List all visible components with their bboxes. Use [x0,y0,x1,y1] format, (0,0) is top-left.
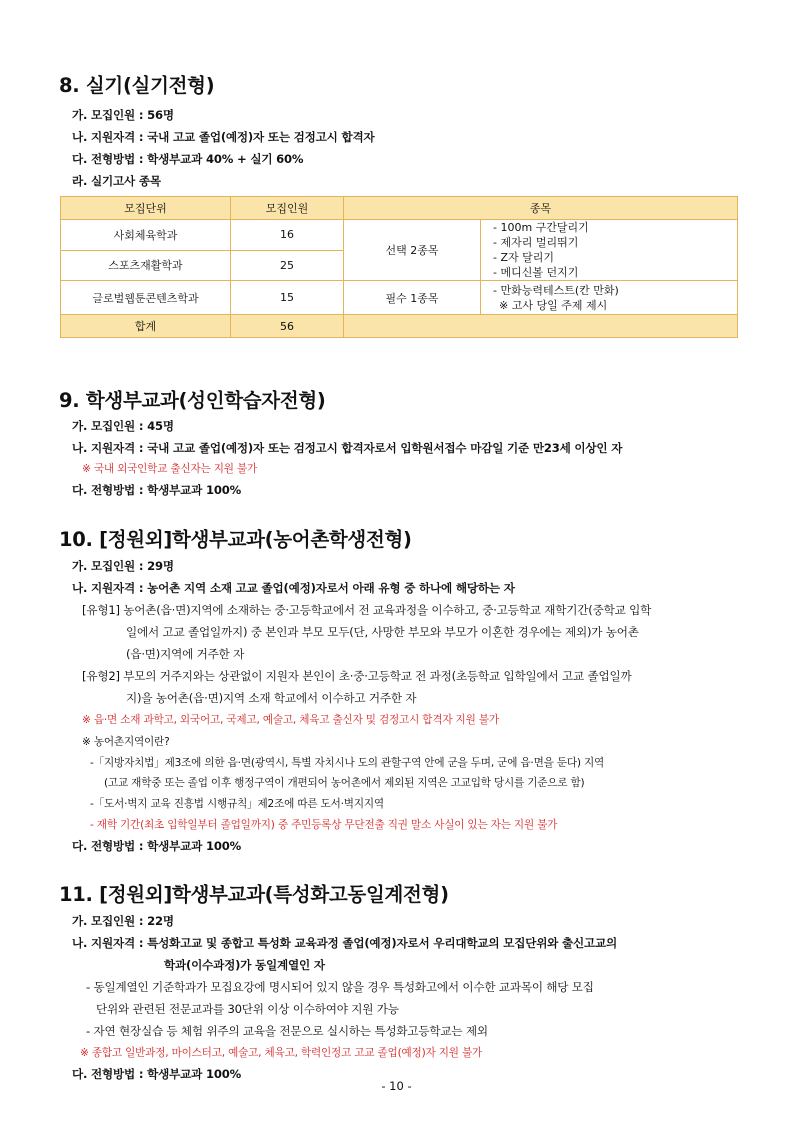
practical-exam-table [60,196,738,338]
s11-bullet1-line2: 단위와 관련된 전문교과를 30단위 이상 이수하여야 지원 가능 [96,1002,399,1016]
count-cell: 15 [231,281,344,315]
s8-exam-items-heading: 라. 실기고사 종목 [72,174,161,188]
s10-definition-1b: (고교 재학중 또는 졸업 이후 행정구역이 개편되어 농어촌에서 제외된 지역은 고교입학 당시를 기준으로 함) [104,777,585,789]
header-count: 모집인원 [231,197,344,220]
s11-recruit: 가. 모집인원 : 22명 [72,914,174,928]
select-item: - 메디신볼 던지기 [493,266,579,279]
select-label-cell: 선택 2종목 [344,220,481,281]
select-item: - Z자 달리기 [493,251,555,264]
s10-type1-line3: (읍·면)지역에 거주한 자 [126,647,245,661]
s10-qualification: 나. 지원자격 : 농어촌 지역 소재 고교 졸업(예정)자로서 아래 유형 중 하나에 해당하는 자 [72,581,515,595]
s10-definition-1: -「지방자치법」제3조에 의한 읍·면(광역시, 특별 자치시나 도의 관할구역 안에 군을 두며, 군에 읍·면을 둔다) 지역 [90,757,605,769]
required-items-cell [481,281,738,315]
required-item: ※ 고사 당일 주제 제시 [499,298,608,312]
section-9-title: 9. 학생부교과(성인학습자전형) [59,389,326,412]
select-item: - 100m 구간달리기 [493,221,589,234]
s9-qualification: 나. 지원자격 : 국내 고교 졸업(예정)자 또는 검정고시 합격자로서 입학원서접수 마감일 기준 만23세 이상인 자 [72,441,623,455]
s11-bullet2: - 자연 현장실습 등 체험 위주의 교육을 전문으로 실시하는 특성화고등학교는 제외 [86,1024,488,1038]
s11-note: ※ 종합고 일반과정, 마이스터고, 예술고, 체육고, 학력인정고 고교 졸업(예정)자 지원 불가 [80,1047,483,1059]
select-items-cell [481,220,738,281]
s10-type2-line2: 지)을 농어촌(읍·면)지역 소재 학교에서 이수하고 거주한 자 [126,691,417,705]
s10-note-definition: ※ 농어촌지역이란? [82,736,170,748]
unit-cell: 사회체육학과 [61,220,231,251]
table-header-row [61,197,738,220]
unit-cell: 스포츠재활학과 [61,250,231,281]
s8-recruit: 가. 모집인원 : 56명 [72,108,174,122]
select-item: - 제자리 멀리뛰기 [493,236,579,249]
table-row [61,281,738,315]
s8-qualification: 나. 지원자격 : 국내 고교 졸업(예정)자 또는 검정고시 합격자 [72,130,375,144]
required-label-cell: 필수 1종목 [344,281,481,315]
section-11-title: 11. [정원외]학생부교과(특성화고동일계전형) [59,883,449,906]
s8-method: 다. 전형방법 : 학생부교과 40% + 실기 60% [72,152,304,166]
section-8-title: 8. 실기(실기전형) [59,74,215,97]
s9-recruit: 가. 모집인원 : 45명 [72,419,174,433]
s10-type2-line1: [유형2] 부모의 거주지와는 상관없이 지원자 본인이 초·중·고등학교 전 과정(초등학교 입학일에서 고교 졸업일까 [82,669,632,683]
count-cell: 16 [231,220,344,251]
table-row [61,220,738,251]
header-items: 종목 [344,197,738,220]
s11-qualification-line2: 학과(이수과정)가 동일계열인 자 [164,958,325,972]
s10-method: 다. 전형방법 : 학생부교과 100% [72,839,241,853]
count-cell: 25 [231,250,344,281]
page-number: - 10 - [381,1079,412,1093]
total-label-cell: 합계 [61,315,231,338]
total-empty-cell [344,315,738,338]
table-total-row [61,315,738,338]
s9-method: 다. 전형방법 : 학생부교과 100% [72,483,241,497]
s10-type1-line2: 일에서 고교 졸업일까지) 중 본인과 부모 모두(단, 사망한 부모와 부모가 이혼한 경우에는 제외)가 농어촌 [126,625,639,639]
s10-recruit: 가. 모집인원 : 29명 [72,559,174,573]
unit-cell: 글로벌웹툰콘텐츠학과 [61,281,231,315]
s11-qualification-line1: 나. 지원자격 : 특성화고교 및 종합고 특성화 교육과정 졸업(예정)자로서 우리대학교의 모집단위와 출신고교의 [72,936,618,950]
s10-definition-2: -「도서·벽지 교육 진흥법 시행규칙」제2조에 따른 도서·벽지지역 [90,798,384,810]
section-10-title: 10. [정원외]학생부교과(농어촌학생전형) [59,528,412,551]
s10-note-excluded: ※ 읍·면 소재 과학고, 외국어고, 국제고, 예술고, 체육고 출신자 및 검정고시 합격자 지원 불가 [82,714,499,726]
s9-note: ※ 국내 외국인학교 출신자는 지원 불가 [82,463,258,475]
s10-type1-line1: [유형1] 농어촌(읍·면)지역에 소재하는 중·고등학교에서 전 교육과정을 이수하고, 중·고등학교 재학기간(중학교 입학 [82,603,652,617]
s11-bullet1-line1: - 동일계열인 기준학과가 모집요강에 명시되어 있지 않을 경우 특성화고에서 이수한 교과목이 해당 모집 [86,980,594,994]
s10-definition-3: - 재학 기간(최초 입학일부터 졸업일까지) 중 주민등록상 무단전출 직권 말소 사실이 있는 자는 지원 불가 [90,819,558,831]
header-unit: 모집단위 [61,197,231,220]
total-count-cell: 56 [231,315,344,338]
s11-method: 다. 전형방법 : 학생부교과 100% [72,1067,241,1081]
required-item: - 만화능력테스트(칸 만화) [493,283,619,297]
